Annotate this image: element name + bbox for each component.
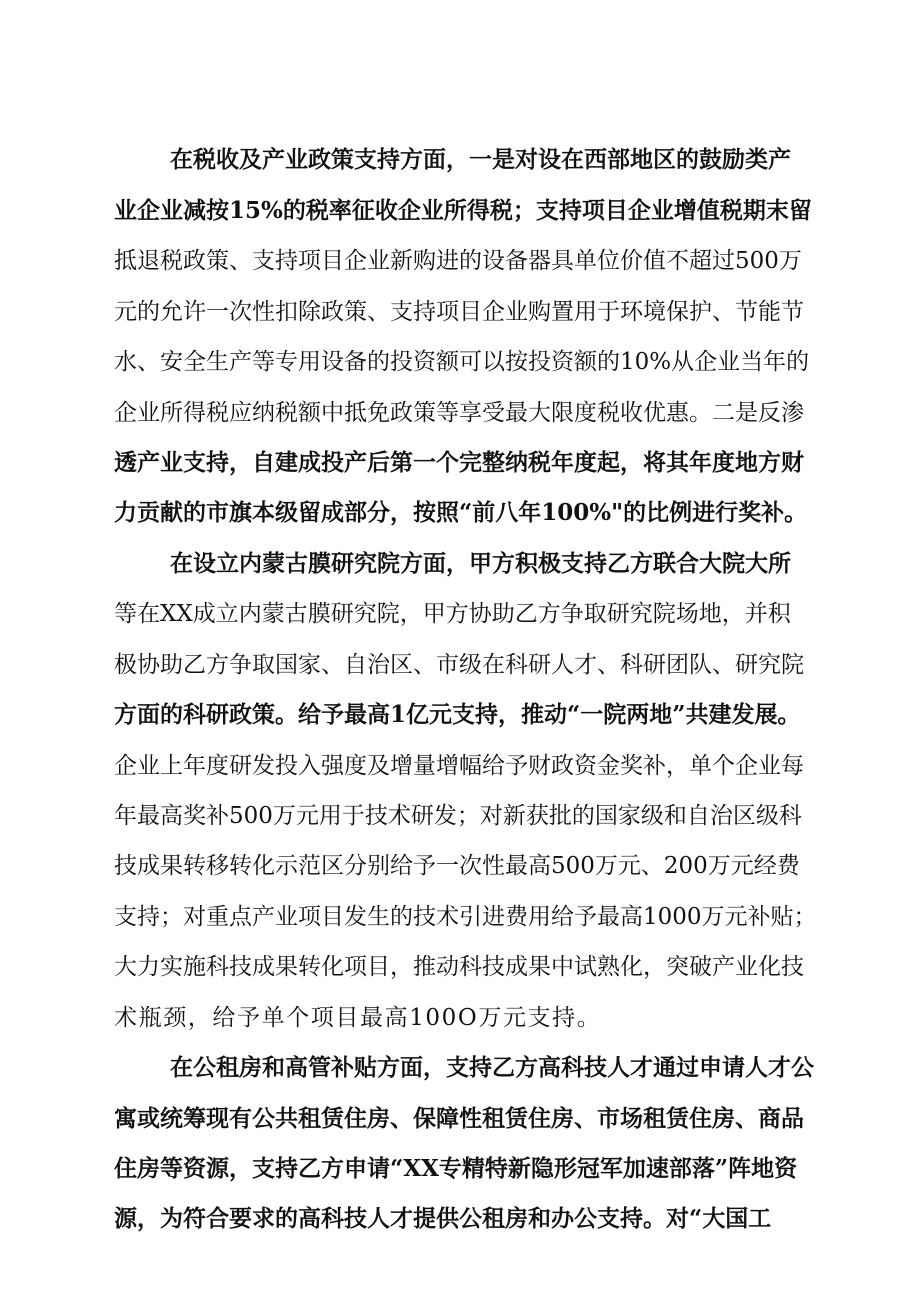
paragraph-line — [114, 598, 814, 630]
text-run: 源，为符合要求的高科技人才提供公租房和办公支持。对“大国工 — [114, 1205, 772, 1232]
text-run: 寓或统筹现有公共租赁住房、保障性租赁住房、市场租赁住房、商品 — [114, 1105, 804, 1132]
paragraph-line — [114, 497, 814, 529]
text-run: 极协助乙方争取国家、自治区、市级在科研人才、科研团队、研究院 — [114, 652, 804, 678]
text-run: 企业上年度研发投入强度及增量增幅给予财政资金奖补，单个企业每 — [114, 753, 804, 779]
text-run: 水、安全生产等专用设备的投资额可以按投资额的10%从企业当年的 — [114, 349, 810, 375]
text-run: 年最高奖补500万元用于技术研发；对新获批的国家级和自治区级科 — [114, 803, 802, 829]
paragraph-line — [114, 447, 814, 479]
text-run: 等在XX成立内蒙古膜研究院，甲方协助乙方争取研究院场地，并积 — [114, 601, 791, 627]
paragraph-line — [114, 1203, 814, 1235]
paragraph-line — [114, 397, 814, 429]
text-run: 方面的科研政策。给予最高1亿元支持，推动“一院两地”共建发展。 — [114, 701, 801, 728]
text-run: 力贡献的市旗本级留成部分，按照“前八年100%"的比例进行奖补。 — [114, 499, 808, 526]
paragraph-line — [114, 850, 814, 882]
paragraph-line — [114, 346, 814, 378]
paragraph-line — [114, 800, 814, 832]
text-run: 在设立内蒙古膜研究院方面，甲方积极支持乙方联合大院大所 — [170, 550, 791, 577]
text-run: 业企业减按15%的税率征收企业所得税；支持项目企业增值税期末留 — [114, 197, 812, 224]
text-run: 在公租房和高管补贴方面，支持乙方高科技人才通过申请人才公 — [170, 1054, 814, 1081]
text-run: 大力实施科技成果转化项目，推动科技成果中试熟化，突破产业化技 — [114, 954, 804, 980]
paragraph-line — [170, 1052, 820, 1084]
text-run: 抵退税政策、支持项目企业新购进的设备器具单位价值不超过500万 — [114, 248, 802, 274]
paragraph-line — [114, 296, 814, 328]
paragraph-line — [170, 548, 820, 580]
text-run: 支持；对重点产业项目发生的技术引进费用给予最高1000万元补贴； — [114, 904, 817, 930]
paragraph-line — [114, 1103, 814, 1135]
paragraph-line — [114, 951, 814, 983]
text-run: 术瓶颈，给予单个项目最高100O万元支持。 — [114, 1005, 602, 1031]
text-run: 企业所得税应纳税额中抵免政策等享受最大限度税收优惠。二是反渗 — [114, 400, 804, 426]
text-run: 住房等资源，支持乙方申请“XX专精特新隐形冠军加速部落”阵地资 — [114, 1155, 798, 1182]
paragraph-line — [114, 750, 814, 782]
text-run: 透产业支持，自建成投产后第一个完整纳税年度起，将其年度地方财 — [114, 449, 804, 476]
paragraph-line — [170, 144, 820, 176]
paragraph-line — [114, 195, 814, 227]
paragraph-line — [114, 699, 814, 731]
paragraph-line — [114, 1002, 814, 1034]
text-run: 元的允许一次性扣除政策、支持项目企业购置用于环境保护、节能节 — [114, 299, 804, 325]
paragraph-line — [114, 1153, 814, 1185]
paragraph-line — [114, 649, 814, 681]
paragraph-line — [114, 901, 817, 933]
paragraph-line — [114, 245, 814, 277]
text-run: 技成果转移转化示范区分别给予一次性最高500万元、200万元经费 — [114, 853, 800, 879]
text-run: 在税收及产业政策支持方面，一是对设在西部地区的鼓励类产 — [170, 146, 791, 173]
